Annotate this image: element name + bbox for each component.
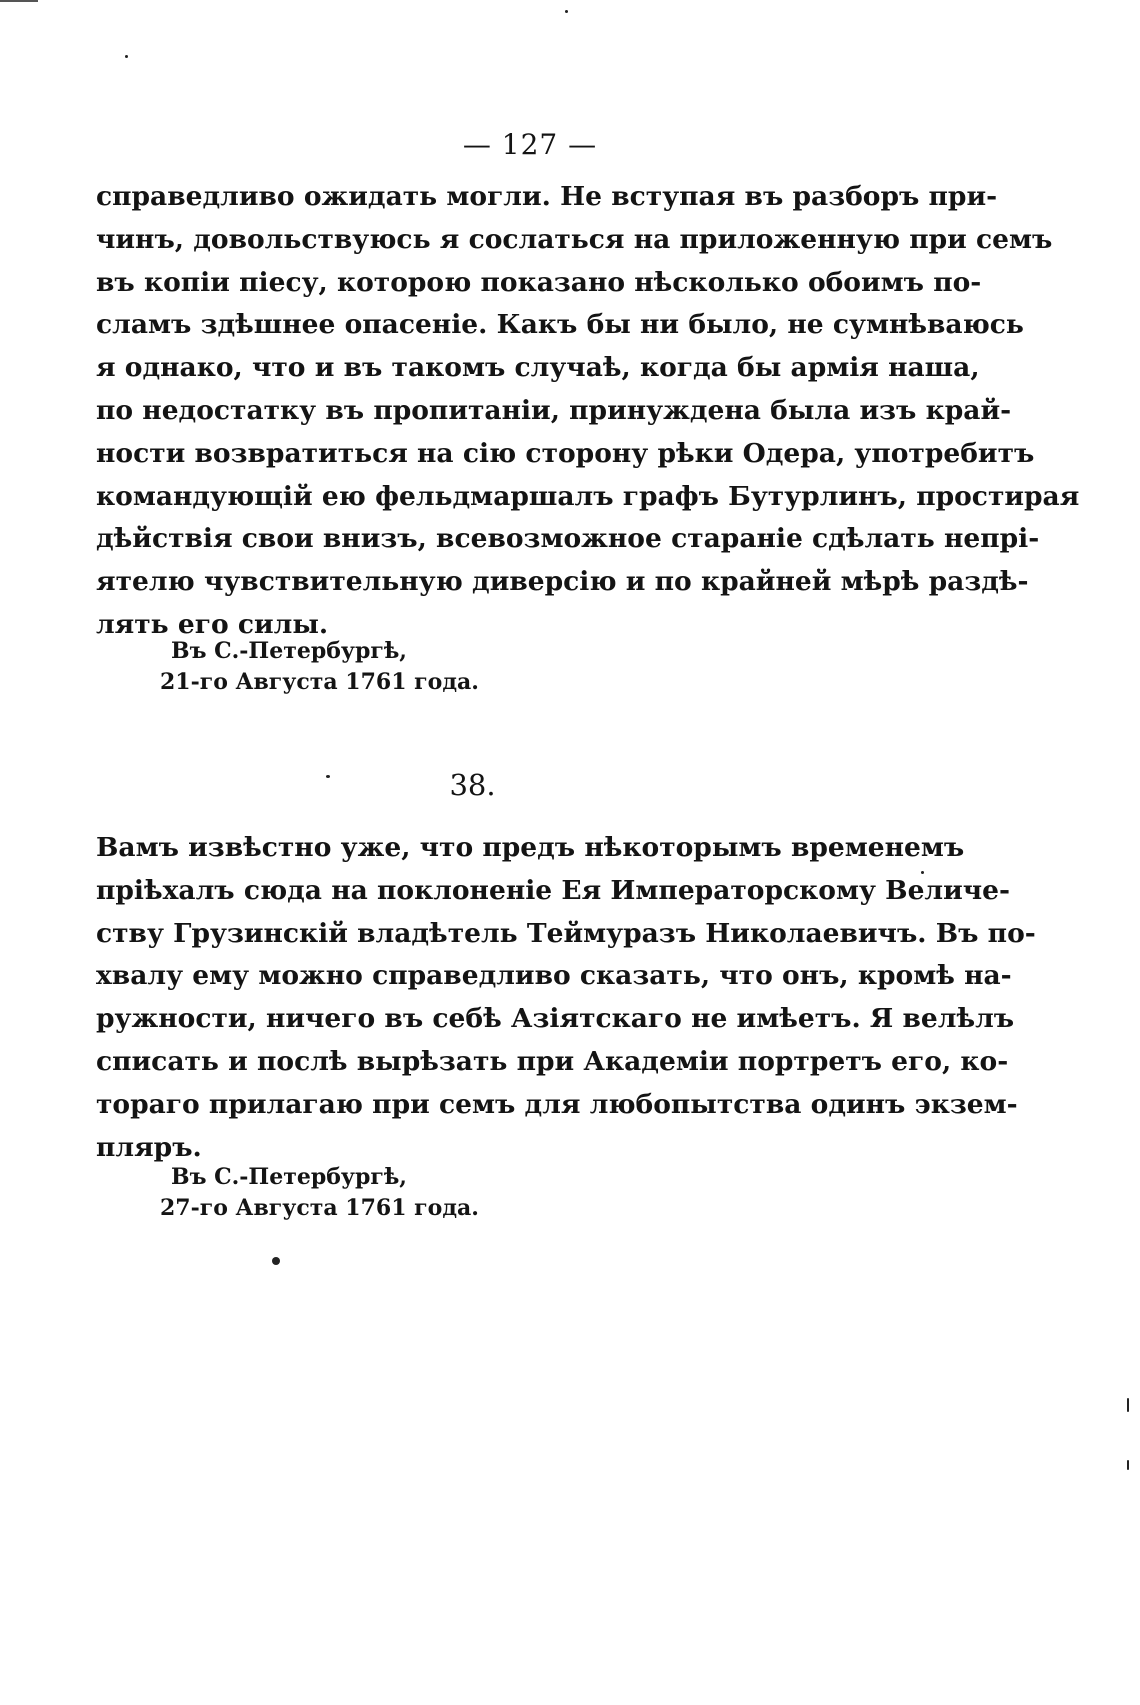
ink-speck [565,10,568,13]
text-line: списать и послѣ вырѣзать при Академіи портретъ его, ко- [96,1045,1009,1077]
letter-1-body [96,176,1080,647]
text-line: хвалу ему можно справедливо сказать, что онъ, кромѣ на- [96,960,1012,992]
section-number: 38. [449,768,496,802]
text-line: ству Грузинскій владѣтель Теймуразъ Николаевичъ. Въ по- [96,917,1036,949]
scan-edge-mark [0,0,38,2]
ink-speck [921,871,924,874]
text-line: дѣйствія свои внизъ, всевозможное стараніе сдѣлать непрі- [96,523,1040,555]
ink-speck [1127,1398,1129,1412]
text-line: Вамъ извѣстно уже, что предъ нѣкоторымъ временемъ [96,832,965,863]
text-line: въ копіи піесу, которою показано нѣсколько обоимъ по- [96,266,982,298]
text-line: командующій ею фельдмаршалъ графъ Бутурлинъ, простирая [96,480,1080,512]
ink-speck [272,1257,280,1265]
signature-date: 27-го Августа 1761 года. [160,1195,479,1221]
signature-place: Въ С.-Петербургѣ, [171,638,407,664]
signature-place: Въ С.-Петербургѣ, [171,1164,407,1190]
text-line: чинъ, довольствуюсь я сослаться на приложенную при семъ [96,223,1053,255]
text-line: лять его силы. [96,608,329,640]
ink-speck [125,55,128,58]
letter-2-body [96,827,1036,1169]
text-line: пляръ. [96,1131,202,1163]
text-line: справедливо ожидать могли. Не вступая въ разборъ при- [96,181,998,212]
text-line: по недостатку въ пропитаніи, принуждена была изъ край- [96,394,1012,426]
letter-1-signature [160,636,479,698]
page-number: — 127 — [462,128,598,161]
text-line: я однако, что и въ такомъ случаѣ, когда бы армія наша, [96,352,980,384]
text-line: сламъ здѣшнее опасеніе. Какъ бы ни было, не сумнѣваюсь [96,309,1024,341]
text-line: ружности, ничего въ себѣ Азіятскаго не имѣетъ. Я велѣлъ [96,1003,1015,1035]
text-line: ности возвратиться на сію сторону рѣки Одера, употребитъ [96,437,1035,469]
ink-speck [326,775,330,778]
text-line: ятелю чувствительную диверсію и по крайней мѣрѣ раздѣ- [96,566,1029,598]
text-line: тораго прилагаю при семъ для любопытства одинъ экзем- [96,1088,1018,1120]
text-line: пріѣхалъ сюда на поклоненіе Ея Императорскому Величе- [96,874,1011,906]
letter-2-signature [160,1162,479,1224]
ink-speck [1127,1460,1129,1470]
signature-date: 21-го Августа 1761 года. [160,669,479,695]
